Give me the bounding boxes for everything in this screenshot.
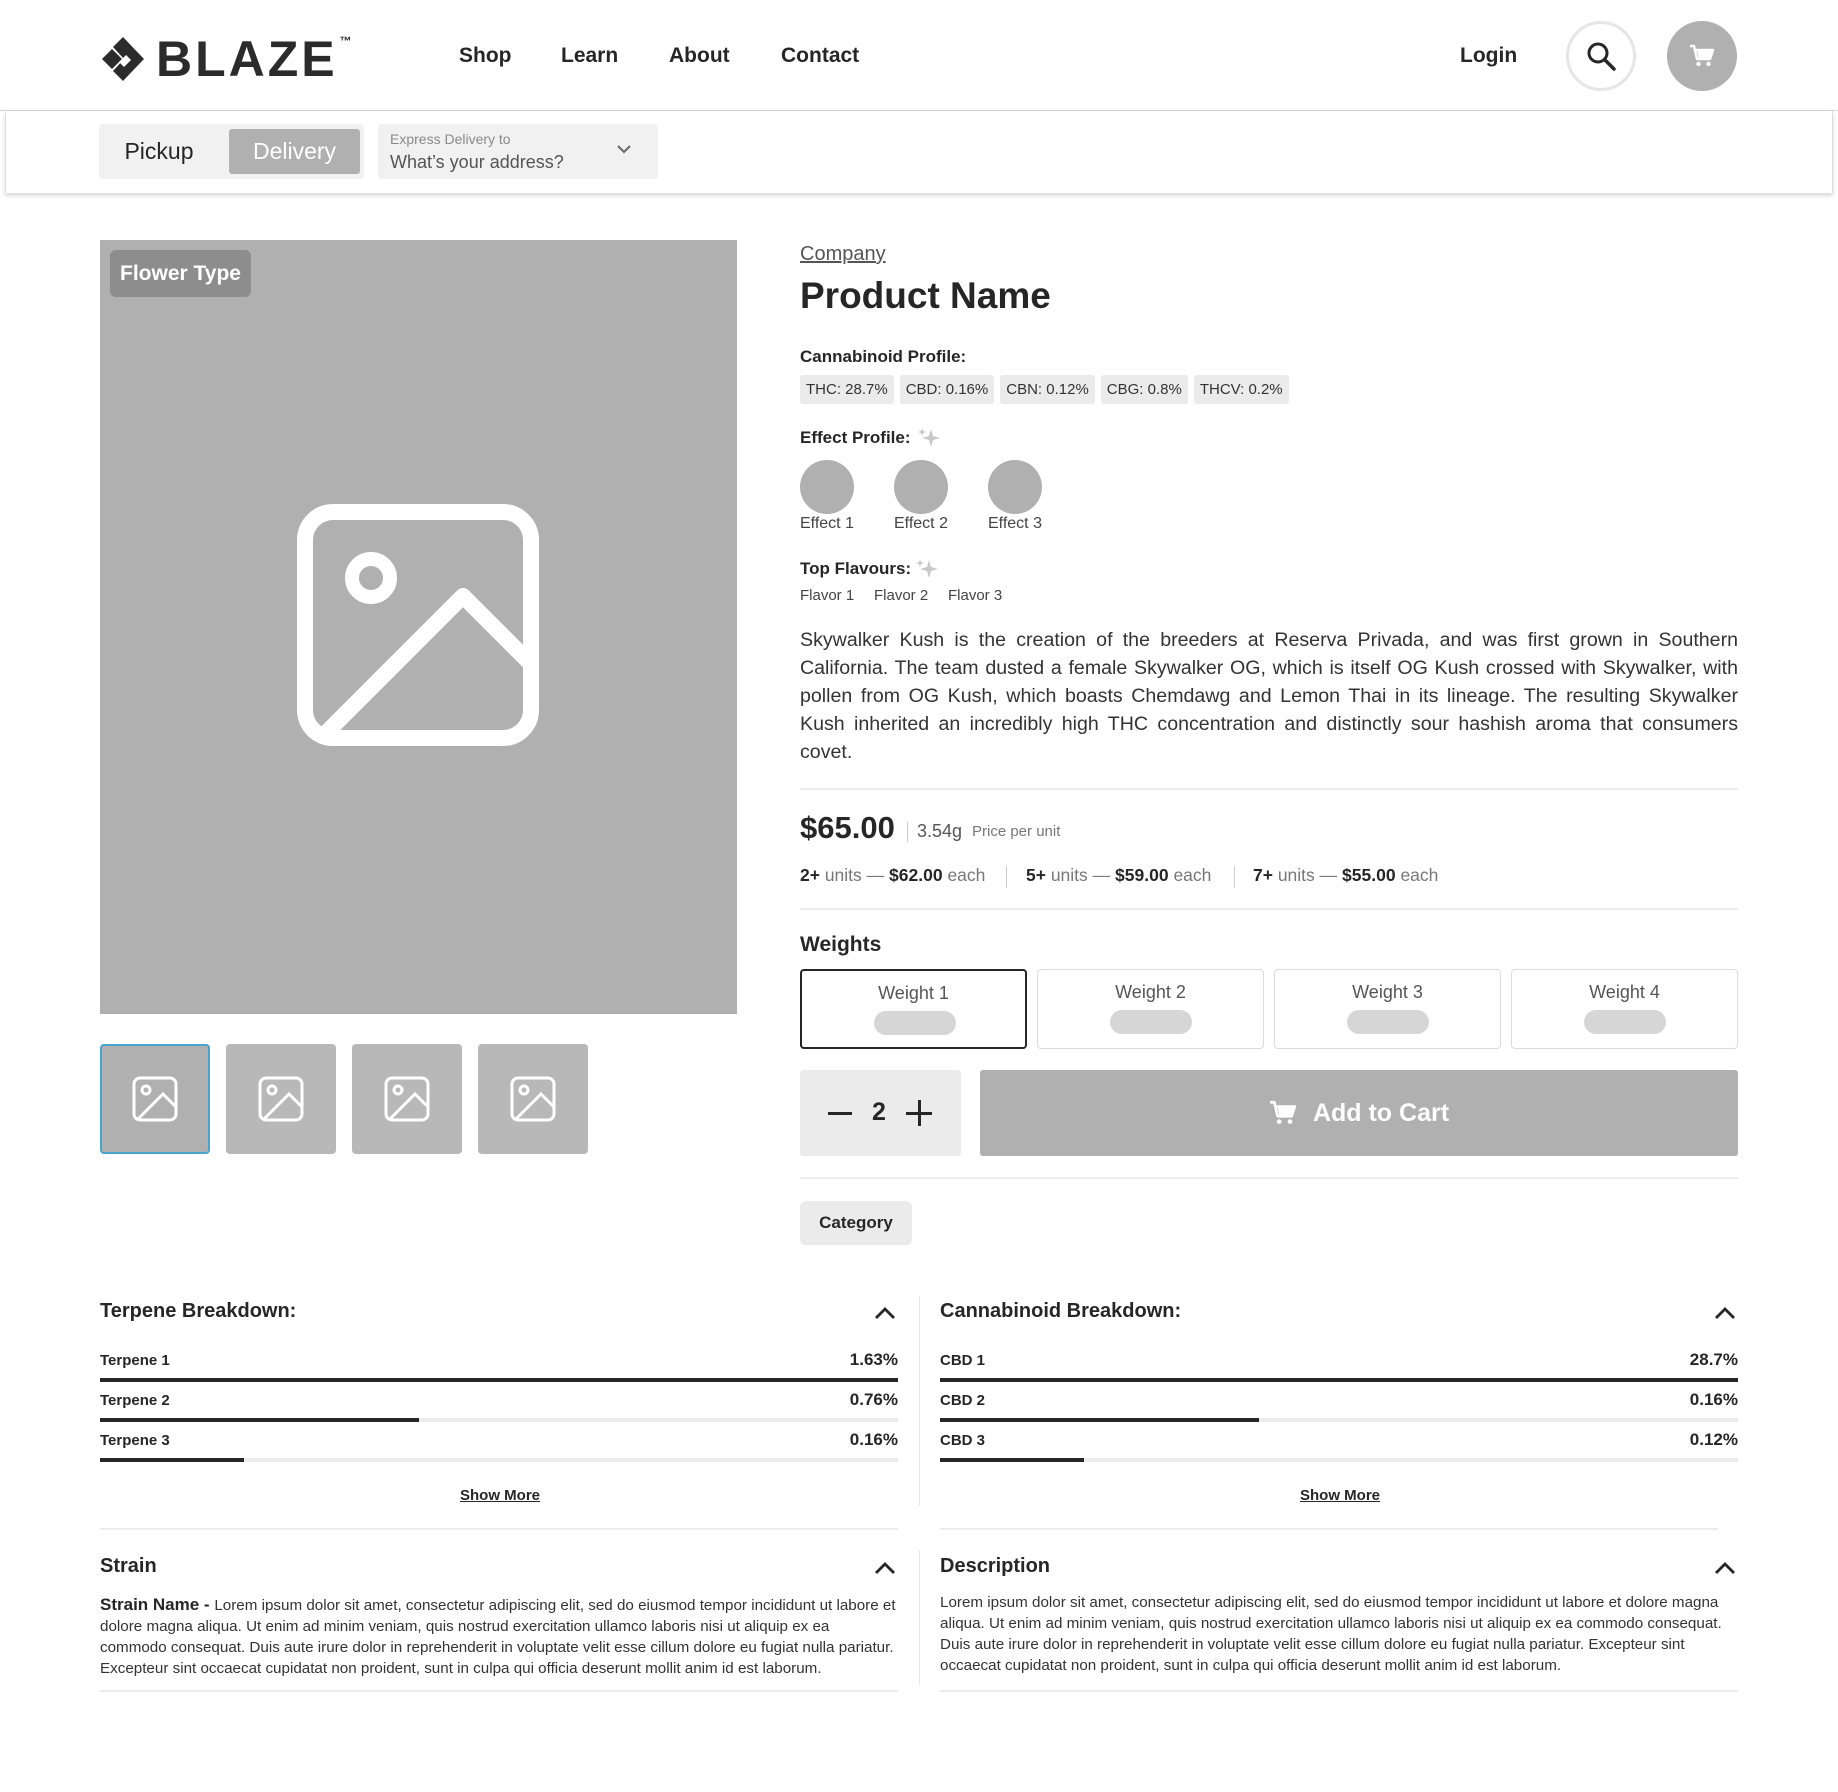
cart-icon bbox=[1689, 44, 1715, 68]
order-type-toggle bbox=[99, 124, 364, 179]
nav-shop[interactable]: Shop bbox=[459, 44, 512, 67]
divider bbox=[800, 1177, 1738, 1179]
nav-about[interactable]: About bbox=[669, 44, 730, 67]
sparkle-icon bbox=[915, 557, 939, 581]
weight-name: Weight 2 bbox=[1115, 982, 1186, 1002]
flavour-item: Flavor 1 bbox=[800, 587, 855, 604]
terpene-row-value: 1.63% bbox=[849, 1350, 898, 1369]
chevron-up-icon[interactable] bbox=[874, 1306, 896, 1320]
tier-qty: 2+ bbox=[800, 865, 820, 885]
terpene-bar-fill bbox=[100, 1378, 898, 1382]
strain-body: Lorem ipsum dolor sit amet, consectetur adipiscing elit, sed do eiusmod tempor incididunt ut labore et dolore magna aliqua. Ut enim ad minim veniam, quis nostrud exercitation ullamco laboris nisi ut aliquip ex ea commodo consequat. Duis aute irure dolor in reprehenderit in voluptate velit esse cillum dolore eu fugiat nulla pariatur. Excepteur sint occaecat cupidatat non proident, sunt in culpa qui officia deserunt mollit anim id est laborum. bbox=[100, 1597, 896, 1677]
cannabinoid-chip: THCV: 0.2% bbox=[1194, 375, 1289, 404]
strain-title: Strain bbox=[100, 1555, 157, 1577]
terpene-bar bbox=[100, 1458, 898, 1462]
cannabinoid-chips bbox=[800, 375, 1289, 404]
quantity-value: 2 bbox=[872, 1098, 886, 1126]
pickup-tab[interactable]: Pickup bbox=[124, 138, 194, 164]
image-placeholder-icon bbox=[131, 1075, 179, 1123]
flavour-item: Flavor 3 bbox=[948, 587, 1003, 604]
strain-name: Strain Name - bbox=[100, 1595, 215, 1614]
chevron-up-icon[interactable] bbox=[874, 1561, 896, 1575]
terpene-row-value: 0.16% bbox=[849, 1430, 898, 1449]
divider bbox=[100, 1528, 898, 1530]
terpene-row-name: Terpene 3 bbox=[100, 1432, 170, 1449]
cannabinoid-chip: THC: 28.7% bbox=[800, 375, 894, 404]
chevron-down-icon bbox=[616, 144, 632, 154]
product-main-image[interactable] bbox=[100, 240, 737, 1014]
category-tag[interactable]: Category bbox=[800, 1201, 912, 1245]
minus-icon[interactable] bbox=[828, 1112, 852, 1115]
price-per-unit-note: Price per unit bbox=[972, 823, 1061, 840]
column-divider bbox=[919, 1550, 920, 1685]
company-link[interactable]: Company bbox=[800, 243, 886, 265]
cannabinoid-show-more[interactable]: Show More bbox=[1300, 1487, 1381, 1504]
divider bbox=[800, 908, 1738, 910]
weight-name: Weight 1 bbox=[878, 983, 949, 1003]
tier-qty: 5+ bbox=[1026, 865, 1046, 885]
address-selector[interactable] bbox=[378, 124, 658, 179]
weights-label: Weights bbox=[800, 933, 882, 956]
cannabinoid-bar bbox=[940, 1418, 1738, 1422]
column-divider bbox=[919, 1296, 920, 1506]
thumbnail-1[interactable] bbox=[100, 1044, 210, 1154]
login-link[interactable]: Login bbox=[1460, 44, 1518, 67]
terpene-show-more[interactable]: Show More bbox=[460, 1487, 541, 1504]
weight-price-placeholder bbox=[874, 1011, 956, 1035]
flower-type-badge: Flower Type bbox=[110, 250, 251, 297]
flavour-item: Flavor 2 bbox=[874, 587, 929, 604]
description-title: Description bbox=[940, 1555, 1051, 1577]
weight-price-placeholder bbox=[1584, 1010, 1666, 1034]
tier-qty: 7+ bbox=[1253, 865, 1273, 885]
tier-each: each bbox=[1400, 865, 1439, 885]
divider bbox=[940, 1690, 1738, 1692]
effect-profile-label: Effect Profile: bbox=[800, 428, 911, 447]
search-button[interactable] bbox=[1566, 21, 1636, 91]
tier-price: $62.00 bbox=[889, 865, 943, 885]
price-tier bbox=[1026, 865, 1211, 886]
effect-label: Effect 3 bbox=[988, 515, 1042, 532]
terpene-row-value: 0.76% bbox=[849, 1390, 898, 1409]
cannabinoid-chip: CBG: 0.8% bbox=[1101, 375, 1188, 404]
divider bbox=[1234, 866, 1235, 888]
tier-each: each bbox=[947, 865, 986, 885]
thumbnail-2[interactable] bbox=[226, 1044, 336, 1154]
cannabinoid-bar-fill bbox=[940, 1418, 1259, 1422]
terpene-breakdown-title: Terpene Breakdown: bbox=[100, 1300, 297, 1322]
weight-option-1[interactable] bbox=[800, 969, 1027, 1049]
cannabinoid-chip: CBD: 0.16% bbox=[900, 375, 995, 404]
quantity-stepper bbox=[800, 1070, 961, 1156]
product-weight: 3.54g bbox=[917, 821, 963, 841]
cart-icon bbox=[1269, 1100, 1297, 1126]
price-tier bbox=[800, 865, 985, 886]
cannabinoid-bar-fill bbox=[940, 1458, 1084, 1462]
weight-option-4[interactable] bbox=[1511, 969, 1738, 1049]
image-placeholder-icon bbox=[509, 1075, 557, 1123]
weight-price-placeholder bbox=[1110, 1010, 1192, 1034]
terpene-bar-fill bbox=[100, 1418, 419, 1422]
divider bbox=[100, 1690, 898, 1692]
effect-label: Effect 1 bbox=[800, 515, 854, 532]
search-icon bbox=[1585, 40, 1617, 72]
effect-icon bbox=[988, 460, 1042, 514]
cannabinoid-row-name: CBD 1 bbox=[940, 1352, 986, 1369]
thumbnail-3[interactable] bbox=[352, 1044, 462, 1154]
cannabinoid-profile-label: Cannabinoid Profile: bbox=[800, 347, 967, 366]
image-placeholder-icon bbox=[383, 1075, 431, 1123]
tier-each: each bbox=[1173, 865, 1212, 885]
divider bbox=[907, 822, 908, 842]
thumbnail-4[interactable] bbox=[478, 1044, 588, 1154]
effect-icon bbox=[894, 460, 948, 514]
tier-price: $55.00 bbox=[1342, 865, 1396, 885]
tier-units: units — bbox=[1277, 865, 1338, 885]
weight-name: Weight 3 bbox=[1352, 982, 1423, 1002]
terpene-bar bbox=[100, 1418, 898, 1422]
cannabinoid-chip: CBN: 0.12% bbox=[1000, 375, 1095, 404]
nav-contact[interactable]: Contact bbox=[781, 44, 860, 67]
tier-price: $59.00 bbox=[1115, 865, 1169, 885]
product-description: Skywalker Kush is the creation of the breeders at Reserva Privada, and was first grown in Southern California. The team dusted a female Skywalker OG, which is itself OG Kush crossed with Skywalker, with pollen from OG Kush, which boasts Chemdawg and Lemon Thai in its lineage. The resulting Skywalker Kush inherited an incredibly high THC concentration and distinctly sour hashish aroma that consumers covet. bbox=[800, 629, 1738, 763]
nav-learn[interactable]: Learn bbox=[561, 44, 619, 67]
weight-option-3[interactable] bbox=[1274, 969, 1501, 1049]
terpene-bar-fill bbox=[100, 1458, 244, 1462]
image-placeholder-icon bbox=[257, 1075, 305, 1123]
image-placeholder-icon bbox=[295, 502, 545, 752]
logo-text: BLAZE bbox=[156, 31, 338, 87]
cannabinoid-bar bbox=[940, 1378, 1738, 1382]
chevron-up-icon[interactable] bbox=[1714, 1561, 1736, 1575]
chevron-up-icon[interactable] bbox=[1714, 1306, 1736, 1320]
effect-icon bbox=[800, 460, 854, 514]
terpene-bar bbox=[100, 1378, 898, 1382]
cannabinoid-row-value: 0.16% bbox=[1689, 1390, 1738, 1409]
cart-button[interactable] bbox=[1667, 21, 1737, 91]
address-placeholder: What’s your address? bbox=[390, 152, 564, 172]
site-header bbox=[0, 0, 1838, 111]
add-to-cart-label: Add to Cart bbox=[1312, 1098, 1450, 1127]
product-title: Product Name bbox=[800, 275, 1051, 316]
top-flavours-label: Top Flavours: bbox=[800, 559, 912, 578]
cannabinoid-bar bbox=[940, 1458, 1738, 1462]
divider bbox=[1006, 866, 1007, 888]
add-to-cart-button[interactable] bbox=[980, 1070, 1738, 1156]
cannabinoid-row-value: 0.12% bbox=[1689, 1430, 1738, 1449]
cannabinoid-bar-fill bbox=[940, 1378, 1738, 1382]
logo[interactable] bbox=[100, 30, 352, 88]
logo-trademark: ™ bbox=[339, 34, 352, 48]
divider bbox=[800, 788, 1738, 790]
sparkle-icon bbox=[917, 426, 941, 450]
blaze-logo-icon bbox=[100, 35, 146, 83]
effect-label: Effect 2 bbox=[894, 515, 948, 532]
plus-icon[interactable] bbox=[906, 1100, 932, 1126]
product-price: $65.00 bbox=[800, 810, 895, 845]
terpene-row-name: Terpene 2 bbox=[100, 1392, 170, 1409]
price-tier bbox=[1253, 865, 1438, 886]
cannabinoid-row-name: CBD 3 bbox=[940, 1432, 986, 1449]
cannabinoid-row-value: 28.7% bbox=[1689, 1350, 1738, 1369]
cannabinoid-breakdown-title: Cannabinoid Breakdown: bbox=[940, 1300, 1182, 1322]
weight-name: Weight 4 bbox=[1589, 982, 1660, 1002]
tier-units: units — bbox=[1050, 865, 1111, 885]
address-label: Express Delivery to bbox=[390, 131, 511, 147]
description-text: Lorem ipsum dolor sit amet, consectetur adipiscing elit, sed do eiusmod tempor incididunt ut labore et dolore magna aliqua. Ut enim ad minim veniam, quis nostrud exercitation ullamco laboris nisi ut aliquip ex ea commodo consequat. Duis aute irure dolor in reprehenderit in voluptate velit esse cillum dolore eu fugiat nulla pariatur. Excepteur sint occaecat cupidatat non proident, sunt in culpa qui officia deserunt mollit anim id est laborum. bbox=[940, 1594, 1722, 1674]
delivery-tab[interactable]: Delivery bbox=[229, 129, 360, 174]
tier-units: units — bbox=[824, 865, 885, 885]
cannabinoid-row-name: CBD 2 bbox=[940, 1392, 986, 1409]
divider bbox=[940, 1528, 1718, 1530]
weight-option-2[interactable] bbox=[1037, 969, 1264, 1049]
strain-text bbox=[100, 1594, 898, 1679]
terpene-row-name: Terpene 1 bbox=[100, 1352, 170, 1369]
weight-price-placeholder bbox=[1347, 1010, 1429, 1034]
